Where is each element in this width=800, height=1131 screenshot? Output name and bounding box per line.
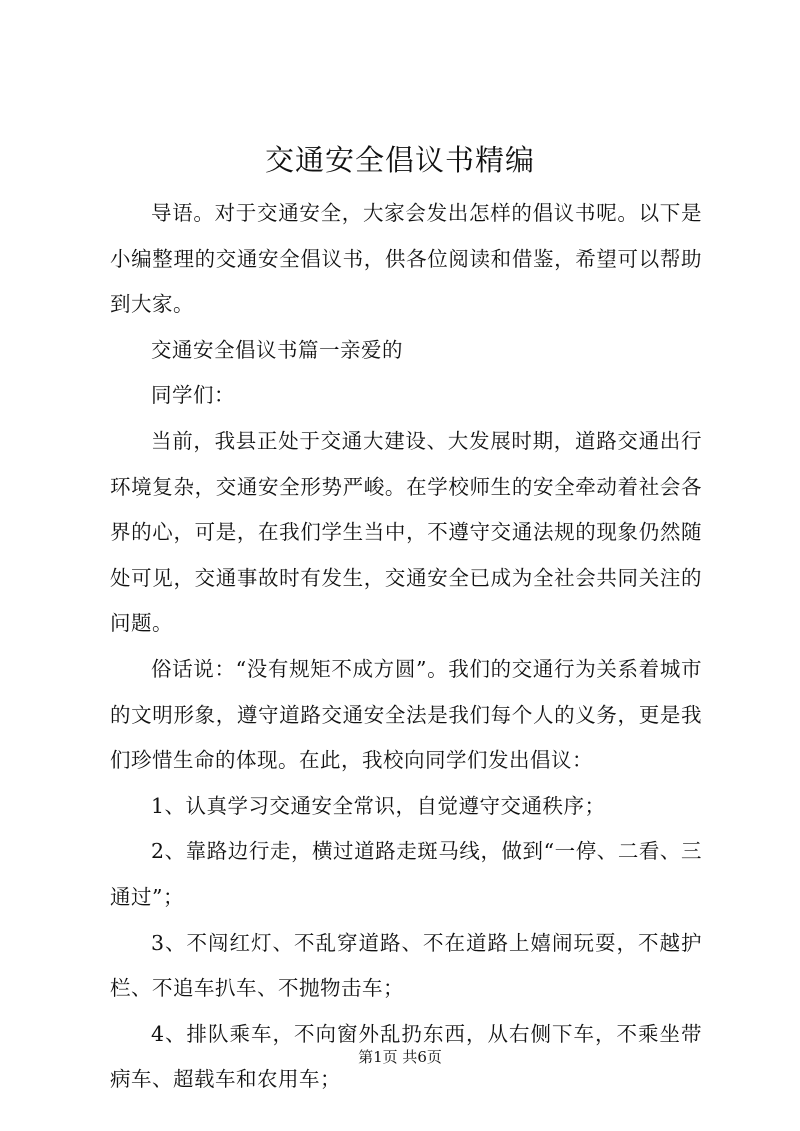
list-item-3: 3、不闯红灯、不乱穿道路、不在道路上嬉闹玩耍，不越护栏、不追车扒车、不抛物击车；	[110, 930, 702, 1001]
list-item-4: 4、排队乘车，不向窗外乱扔东西，从右侧下车，不乘坐带病车、超载车和农用车；	[110, 1021, 702, 1092]
list-item-2: 2、靠路边行走，横过道路走斑马线，做到“一停、二看、三通过”；	[110, 839, 702, 909]
page-footer: 第1页 共6页	[358, 1048, 442, 1066]
list-item-1: 1、认真学习交通安全常识，自觉遵守交通秩序；	[151, 793, 606, 818]
section-heading: 交通安全倡议书篇一亲爱的	[151, 337, 403, 362]
document-title: 交通安全倡议书精编	[264, 143, 535, 177]
body-paragraph: 俗话说：“没有规矩不成方圆”。我们的交通行为关系着城市的文明形象，遵守道路交通安全法是我们每个人的义务，更是我们珍惜生命的体现。在此，我校向同学们发出倡议：	[110, 656, 702, 773]
document-body	[110, 191, 702, 1103]
salutation: 同学们：	[151, 383, 235, 408]
body-paragraph: 当前，我县正处于交通大建设、大发展时期，道路交通出行环境复杂，交通安全形势严峻。在学校师生的安全牵动着社会各界的心，可是，在我们学生当中，不遵守交通法规的现象仍然随处可见，交通事故时有发生，交通安全已成为全社会共同关注的问题。	[110, 428, 702, 636]
intro-paragraph: 导语。对于交通安全，大家会发出怎样的倡议书呢。以下是小编整理的交通安全倡议书，供各位阅读和借鉴，希望可以帮助到大家。	[110, 201, 702, 317]
